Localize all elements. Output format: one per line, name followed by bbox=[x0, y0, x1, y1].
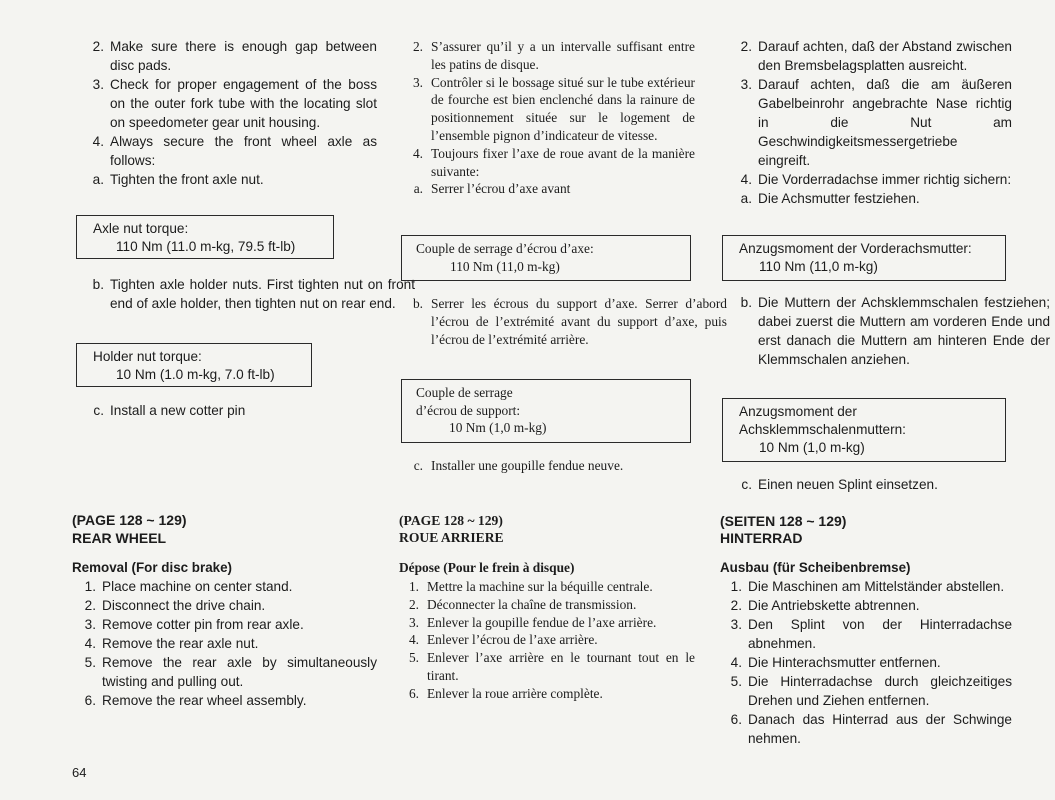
list-item: 4. Remove the rear axle nut. bbox=[84, 636, 259, 651]
list-item: a. Die Achsmutter festziehen. bbox=[740, 191, 920, 206]
removal-steps bbox=[395, 578, 695, 703]
subheading: Ausbau (für Scheibenbremse) bbox=[720, 560, 911, 575]
list-item: c. Einen neuen Splint einsetzen. bbox=[741, 477, 938, 492]
list-item: b. Serrer les écrous du support d’axe. Serrer d’abord l’écrou de l’extrémité avant du support d’axe, puis l’écrou de l’extrémité arrière. bbox=[412, 296, 727, 347]
list-item: 5. Die Hinterradachse durch gleichzeitiges Drehen und Ziehen entfernen. bbox=[730, 674, 1012, 708]
torque-label: Couple de serrage d’écrou d’axe: bbox=[416, 241, 594, 256]
list-item: 1. Die Maschinen am Mittelständer abstellen. bbox=[730, 579, 1005, 594]
torque-label: Anzugsmoment der Achsklemmschalenmuttern: bbox=[739, 404, 906, 437]
section-page-ref: (PAGE 128 ~ 129) bbox=[72, 512, 187, 528]
list-item: 2. Die Antriebskette abtrennen. bbox=[730, 598, 920, 613]
axle-torque-box bbox=[722, 235, 1006, 281]
list-item: 3. Remove cotter pin from rear axle. bbox=[84, 617, 304, 632]
list-item: 2. Déconnecter la chaîne de transmission. bbox=[408, 596, 637, 612]
axle-torque-box bbox=[76, 215, 334, 259]
section-page-ref: (PAGE 128 ~ 129) bbox=[399, 513, 503, 528]
list-item: 3. Enlever la goupille fendue de l’axe arrière. bbox=[408, 614, 657, 630]
torque-label: Holder nut torque: bbox=[93, 349, 202, 364]
list-item: 3. Darauf achten, daß die am äußeren Gabelbeinrohr angebrachte Nase richtig in die Nut am Geschwindigkeitsmessergetriebe eingreift. bbox=[740, 77, 1012, 168]
torque-value: 110 Nm (11,0 m-kg) bbox=[450, 258, 560, 274]
list-item: 2. Disconnect the drive chain. bbox=[84, 598, 266, 613]
list-item: b. Tighten axle holder nuts. First tighten nut on front end of axle holder, then tighten nut on rear end. bbox=[92, 277, 415, 311]
list-item: c. Install a new cotter pin bbox=[93, 403, 246, 418]
section-title: HINTERRAD bbox=[720, 530, 803, 546]
torque-value: 10 Nm (1.0 m-kg, 7.0 ft-lb) bbox=[116, 367, 275, 382]
german-steps-top bbox=[720, 37, 1012, 208]
list-item: c. Installer une goupille fendue neuve. bbox=[413, 458, 624, 473]
torque-value: 110 Nm (11,0 m-kg) bbox=[759, 259, 878, 274]
list-item: 4. Toujours fixer l’axe de roue avant de la manière suivante: bbox=[412, 145, 695, 179]
list-item: 1. Place machine on center stand. bbox=[84, 579, 293, 594]
torque-value: 10 Nm (1,0 m-kg) bbox=[759, 440, 865, 455]
english-steps-top bbox=[72, 37, 377, 189]
torque-label: Couple de serrage d’écrou de support: bbox=[416, 385, 521, 418]
list-item: a. Tighten the front axle nut. bbox=[92, 172, 264, 187]
removal-steps bbox=[64, 577, 377, 710]
torque-value: 10 Nm (1,0 m-kg) bbox=[449, 420, 547, 435]
torque-label: Anzugsmoment der Vorderachsmutter: bbox=[739, 241, 972, 256]
holder-torque-box bbox=[722, 398, 1006, 462]
list-item: 4. Enlever l’écrou de l’axe arrière. bbox=[408, 632, 598, 648]
holder-torque-box bbox=[401, 379, 691, 443]
subheading: Removal (For disc brake) bbox=[72, 560, 232, 575]
list-item: 6. Danach das Hinterrad aus der Schwinge nehmen. bbox=[730, 712, 1012, 746]
torque-value: 110 Nm (11.0 m-kg, 79.5 ft-lb) bbox=[116, 239, 296, 254]
removal-steps bbox=[710, 577, 1012, 748]
list-item: a. Serrer l’écrou d’axe avant bbox=[413, 181, 571, 197]
list-item: 3. Contrôler si le bossage situé sur le tube extérieur de fourche est bien enclenché dans la rainure de positionnement située sur le logement de l’ensemble pignon d’indicateur de vitesse. bbox=[412, 74, 695, 143]
section-title: REAR WHEEL bbox=[72, 530, 167, 546]
list-item: 3. Check for proper engagement of the boss on the outer fork tube with the locating slot on speedometer gear unit housing. bbox=[92, 77, 377, 130]
french-steps-top bbox=[399, 38, 695, 198]
list-item: b. Die Muttern der Achsklemmschalen festziehen; dabei zuerst die Muttern am vorderen Ende und erst danach die Muttern am hinteren Ende der Klemmschalen anziehen. bbox=[740, 295, 1050, 367]
list-item: 4. Die Hinterachsmutter entfernen. bbox=[730, 655, 941, 670]
list-item: 6. Enlever la roue arrière complète. bbox=[408, 685, 603, 701]
list-item: 6. Remove the rear wheel assembly. bbox=[84, 693, 307, 708]
list-item: 5. Remove the rear axle by simultaneously twisting and pulling out. bbox=[84, 655, 377, 689]
list-item: 5. Enlever l’axe arrière en le tournant tout en le tirant. bbox=[408, 650, 695, 683]
subheading: Dépose (Pour le frein à disque) bbox=[399, 560, 575, 575]
list-item: 3. Den Splint von der Hinterradachse abnehmen. bbox=[730, 617, 1012, 651]
section-title: ROUE ARRIERE bbox=[399, 530, 504, 545]
axle-torque-box bbox=[401, 235, 691, 281]
list-item: 2. S’assurer qu’il y a un intervalle suffisant entre les patins de disque. bbox=[412, 39, 695, 72]
holder-torque-box bbox=[76, 343, 312, 387]
page-number: 64 bbox=[72, 765, 87, 780]
list-item: 1. Mettre la machine sur la béquille centrale. bbox=[408, 579, 653, 594]
list-item: 2. Darauf achten, daß der Abstand zwischen den Bremsbelagsplatten ausreicht. bbox=[740, 39, 1012, 73]
section-page-ref: (SEITEN 128 ~ 129) bbox=[720, 513, 847, 529]
list-item: 2. Make sure there is enough gap between disc pads. bbox=[92, 39, 377, 73]
list-item: 4. Die Vorderradachse immer richtig sichern: bbox=[740, 172, 1012, 187]
list-item: 4. Always secure the front wheel axle as follows: bbox=[92, 134, 377, 168]
torque-label: Axle nut torque: bbox=[93, 221, 189, 236]
